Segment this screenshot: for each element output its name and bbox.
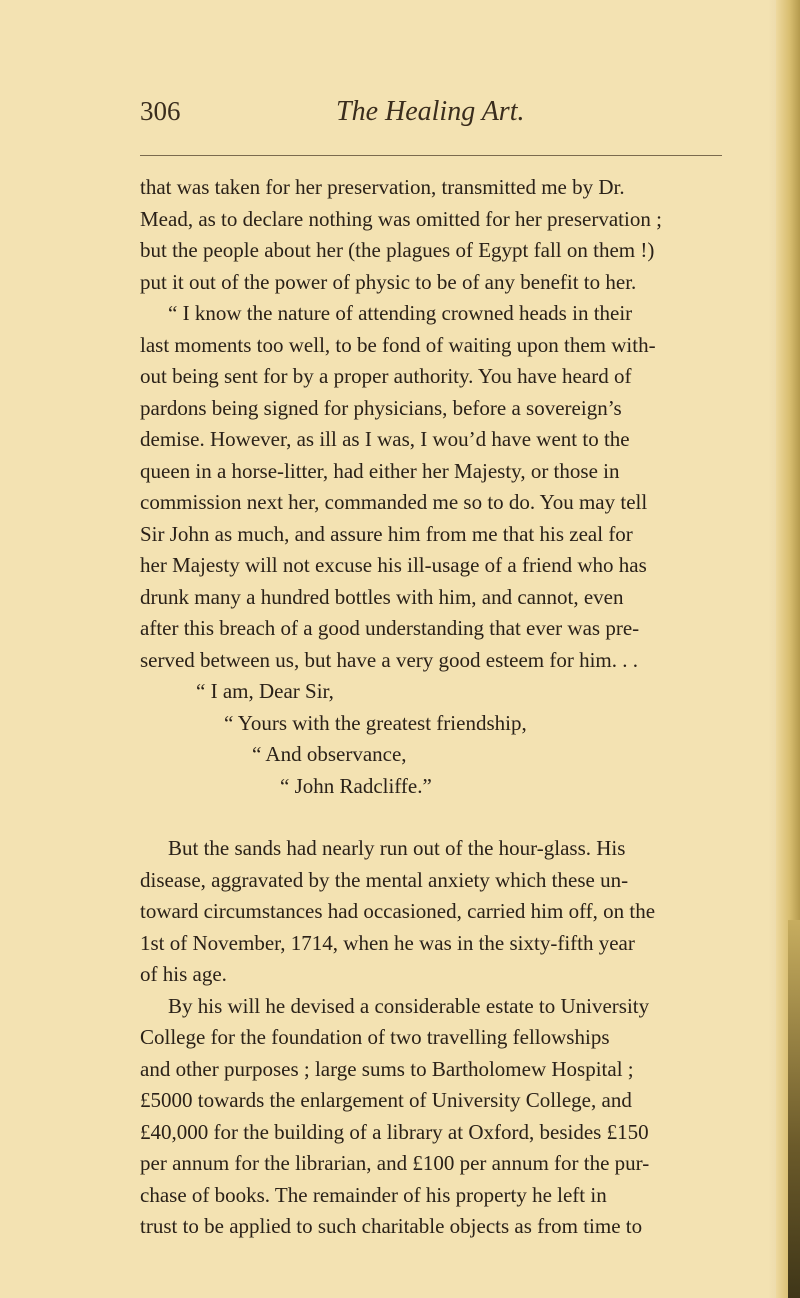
text-line: toward circumstances had occasioned, carried him off, on the xyxy=(140,899,656,923)
page-edge-shadow xyxy=(788,920,800,1298)
letter-closing: “ And observance, xyxy=(252,742,407,766)
text-line: Sir John as much, and assure him from me that his zeal for xyxy=(140,521,633,546)
text-line: Mead, as to declare nothing was omitted for her preservation ; xyxy=(140,206,662,231)
text-line: that was taken for her preservation, transmitted me by Dr. xyxy=(140,175,625,199)
page-header xyxy=(140,96,740,136)
text-line: College for the foundation of two travelling fellowships xyxy=(140,1025,610,1049)
text-line: and other purposes ; large sums to Bartholomew Hospital ; xyxy=(140,1056,634,1081)
letter-signature: “ John Radcliffe.” xyxy=(280,773,432,798)
paragraph-gap xyxy=(140,802,752,833)
text-line: chase of books. The remainder of his property he left in xyxy=(140,1182,607,1207)
text-line: commission next her, commanded me so to do. You may tell xyxy=(140,490,648,514)
text-line: disease, aggravated by the mental anxiety which these un- xyxy=(140,867,629,892)
text-line: but the people about her (the plagues of Egypt fall on them !) xyxy=(140,238,655,262)
text-line: per annum for the librarian, and £100 per annum for the pur- xyxy=(140,1151,650,1175)
text-line: drunk many a hundred bottles with him, and cannot, even xyxy=(140,584,624,609)
text-line: of his age. xyxy=(140,962,227,986)
header-rule xyxy=(140,155,722,156)
text-line: pardons being signed for physicians, before a sovereign’s xyxy=(140,395,622,420)
page-number: 306 xyxy=(140,96,181,126)
text-line: last moments too well, to be fond of waiting upon them with- xyxy=(140,332,656,357)
text-line: £40,000 for the building of a library at Oxford, besides £150 xyxy=(140,1119,649,1144)
text-line: after this breach of a good understanding that ever was pre- xyxy=(140,616,640,640)
text-line: demise. However, as ill as I was, I wou’d have went to the xyxy=(140,427,630,451)
text-line: put it out of the power of physic to be of any benefit to her. xyxy=(140,269,637,294)
letter-closing: “ I am, Dear Sir, xyxy=(196,679,334,703)
body-text xyxy=(140,172,752,1243)
text-line: her Majesty will not excuse his ill-usage of a friend who has xyxy=(140,553,647,577)
text-line: queen in a horse-litter, had either her Majesty, or those in xyxy=(140,458,620,483)
letter-closing: “ Yours with the greatest friendship, xyxy=(224,710,527,735)
text-line: trust to be applied to such charitable objects as from time to xyxy=(140,1214,643,1238)
text-line: served between us, but have a very good esteem for him. . . xyxy=(140,647,639,672)
text-line: out being sent for by a proper authority. You have heard of xyxy=(140,364,632,388)
text-line: But the sands had nearly run out of the hour-glass. His xyxy=(168,836,626,860)
text-line: “ I know the nature of attending crowned heads in their xyxy=(168,301,633,325)
text-line: £5000 towards the enlargement of University College, and xyxy=(140,1088,632,1112)
running-title: The Healing Art. xyxy=(336,96,525,127)
text-line: 1st of November, 1714, when he was in the sixty-fifth year xyxy=(140,930,635,955)
text-line: By his will he devised a considerable estate to University xyxy=(168,993,650,1018)
